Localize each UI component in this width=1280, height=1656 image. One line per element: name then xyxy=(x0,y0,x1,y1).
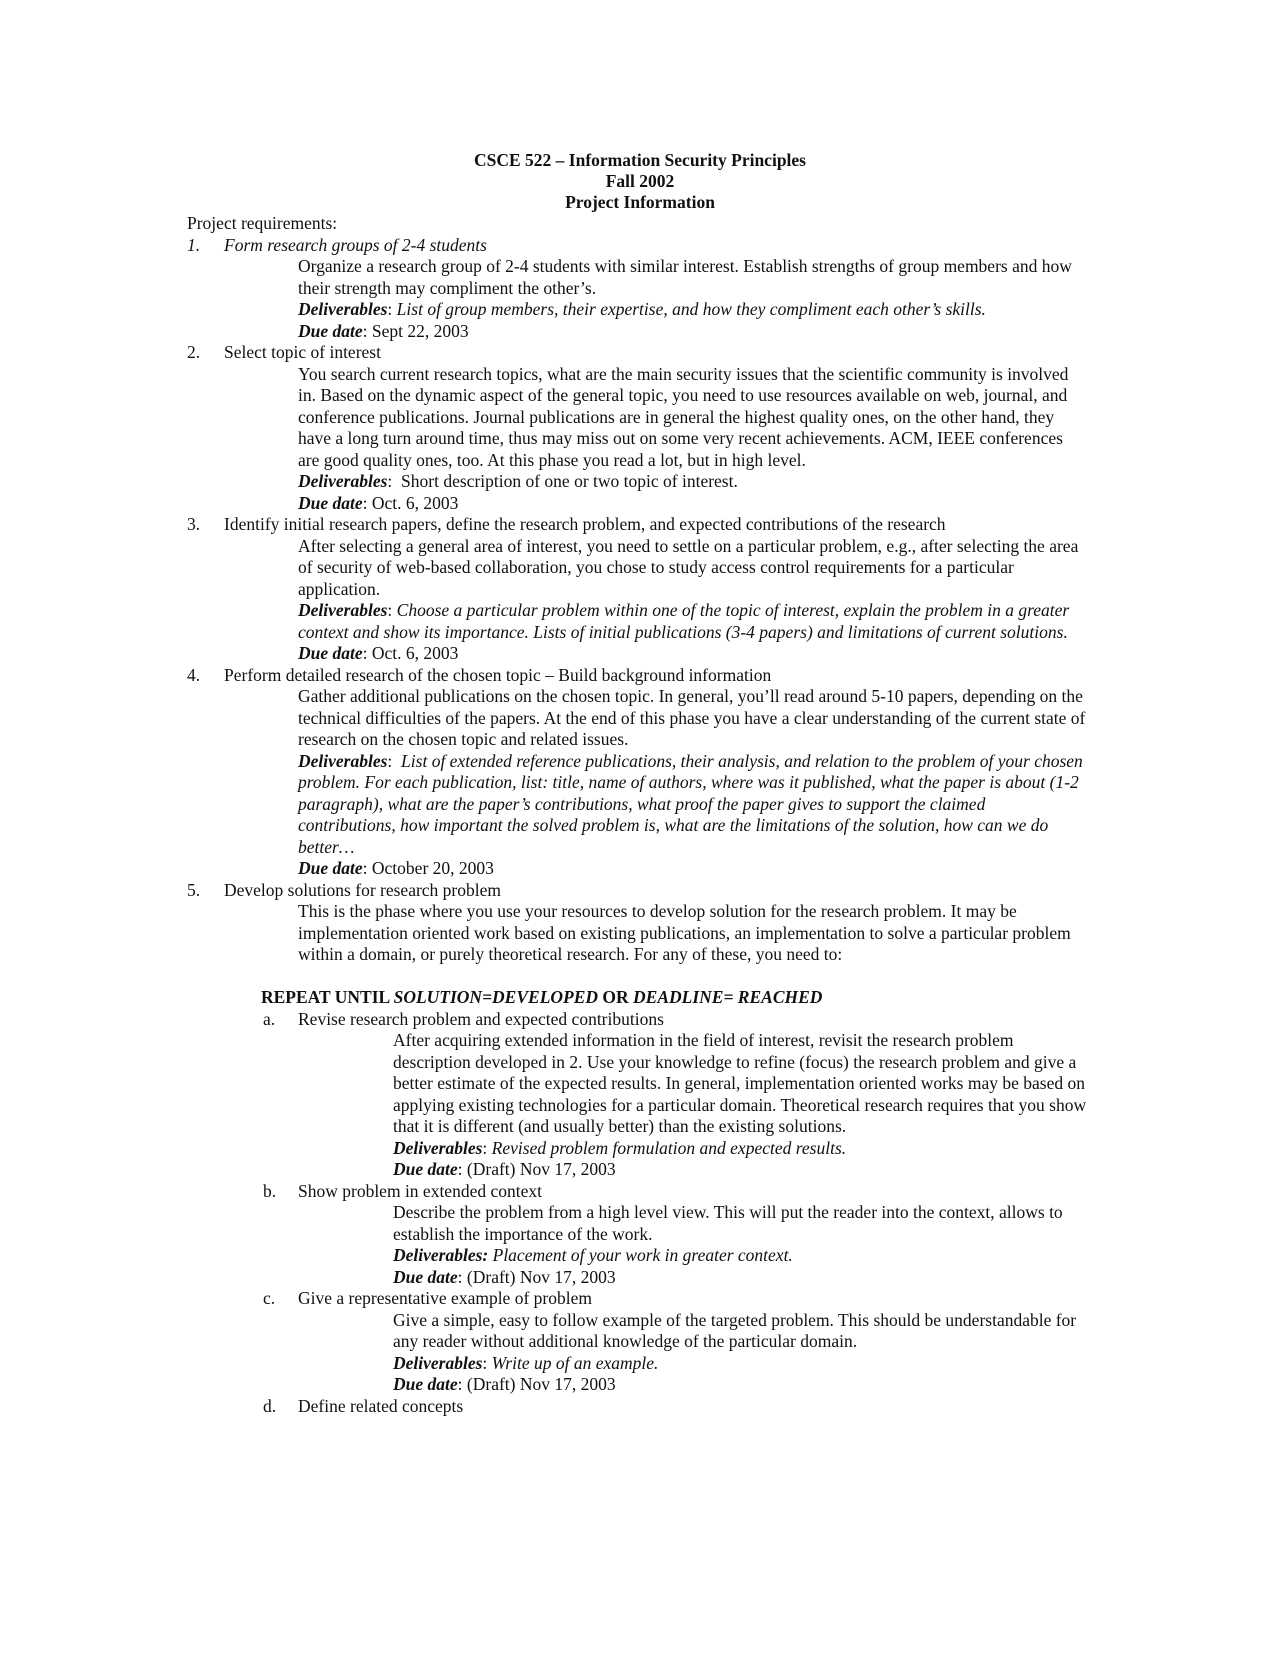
due-date-value: October 20, 2003 xyxy=(371,858,494,878)
substep-due-date: Due date: (Draft) Nov 17, 2003 xyxy=(393,1266,616,1287)
step-due-date: Due date: Oct. 6, 2003 xyxy=(298,643,459,663)
step-deliverables: Deliverables: Choose a particular problem within one of the topic of interest, explain the problem in a greater context and show its importance. Lists of initial publications (3-4 papers) and limitations of current solutions. xyxy=(298,600,1070,642)
deliverables-label: Deliverables xyxy=(298,299,388,319)
substep-deliverables xyxy=(187,1245,1087,1267)
due-date-label: Due date xyxy=(393,1266,458,1287)
substep-d xyxy=(187,1396,1087,1418)
step-1 xyxy=(187,235,1087,257)
document-title: Project Information xyxy=(565,192,715,212)
deliverables-text: List of group members, their expertise, and how they compliment each other’s skills. xyxy=(396,299,986,319)
due-date-value: (Draft) Nov 17, 2003 xyxy=(466,1159,616,1179)
deliverables-text: Revised problem formulation and expected results. xyxy=(491,1137,847,1158)
step-deliverables: Deliverables: List of group members, their expertise, and how they compliment each other’s skills. xyxy=(298,299,986,319)
step-2 xyxy=(187,342,1087,364)
repeat-condition-1: SOLUTION=DEVELOPED xyxy=(393,987,599,1007)
step-number: 2. xyxy=(187,342,201,362)
deliverables-text: Choose a particular problem within one of the topic of interest, explain the problem in a greater context and show its importance. Lists of initial publications (3-4 papers) and limitations of current solutions. xyxy=(298,600,1070,642)
step-3 xyxy=(187,514,1087,536)
substep-description: After acquiring extended information in the field of interest, revisit the research problem description developed in 2. Use your knowledge to refine (focus) the research problem and give a better estimate of the expected results. In general, implementation oriented works may be based on applying existing technologies for a particular domain. Theoretical research requires that you show that it is different (and usually better) than the existing solutions. xyxy=(393,1030,1087,1136)
step-title: Form research groups of 2-4 students xyxy=(224,234,487,255)
step-deliverables: Deliverables: List of extended reference publications, their analysis, and relation to the problem of your chosen problem. For each publication, list: title, name of authors, where was it published, what the paper is about (1-2 paragraph), what are the paper’s contributions, what proof the paper gives to support the claimed contributions, how important the solved problem is, what are the limitations of the solution, how can we do better… xyxy=(298,750,1083,857)
step-description: Organize a research group of 2-4 students with similar interest. Establish strengths of group members and how their strength may compliment the other’s. xyxy=(298,256,1072,298)
due-date-value: Sept 22, 2003 xyxy=(371,320,469,341)
deliverables-label: Deliverables: xyxy=(393,1245,489,1265)
substep-letter: d. xyxy=(263,1395,277,1416)
step-due-date: Due date: October 20, 2003 xyxy=(298,858,494,878)
substep-description: Describe the problem from a high level view. This will put the reader into the context, allows to establish the importance of the work. xyxy=(393,1202,1063,1244)
substep-due-date: Due date: (Draft) Nov 17, 2003 xyxy=(393,1374,616,1394)
step-description: After selecting a general area of interest, you need to settle on a particular problem, e.g., after selecting the area of security of web-based collaboration, you chose to study access control requirements for a particular application. xyxy=(298,535,1079,599)
repeat-or: OR xyxy=(602,987,629,1007)
repeat-until-line xyxy=(187,987,1087,1009)
due-date-label: Due date xyxy=(298,643,363,663)
blank-line xyxy=(187,966,1087,988)
repeat-keyword: REPEAT UNTIL xyxy=(261,987,390,1007)
step-5 xyxy=(187,880,1087,902)
step-4 xyxy=(187,665,1087,687)
deliverables-label: Deliverables xyxy=(298,471,388,491)
deliverables-text: Placement of your work in greater context. xyxy=(492,1245,793,1265)
deliverables-text: Short description of one or two topic of interest. xyxy=(401,471,738,491)
substep-deliverables: Deliverables: Revised problem formulation and expected results. xyxy=(393,1137,847,1158)
step-due-date: Due date: Sept 22, 2003 xyxy=(298,320,469,341)
due-date-value: (Draft) Nov 17, 2003 xyxy=(466,1266,616,1287)
due-date-value: (Draft) Nov 17, 2003 xyxy=(466,1374,616,1394)
intro-text: Project requirements: xyxy=(187,213,338,233)
substep-b xyxy=(187,1181,1087,1203)
deliverables-text: List of extended reference publications, their analysis, and relation to the problem of your chosen problem. For each publication, list: title, name of authors, where was it published, what the paper is about (1-2 paragraph), what are the paper’s contributions, what proof the paper gives to support the claimed contributions, how important the solved problem is, what are the limitations of the solution, how can we do better… xyxy=(298,750,1083,857)
course-title: CSCE 522 – Information Security Principles xyxy=(473,150,806,170)
substep-title: Revise research problem and expected contributions xyxy=(298,1008,664,1029)
step-title: Develop solutions for research problem xyxy=(224,879,502,900)
due-date-label: Due date xyxy=(298,320,363,341)
due-date-value: Oct. 6, 2003 xyxy=(371,492,459,513)
deliverables-label: Deliverables xyxy=(298,750,388,771)
substep-title: Show problem in extended context xyxy=(298,1180,542,1201)
due-date-label: Due date xyxy=(393,1159,458,1179)
substep-deliverables: Deliverables: Write up of an example. xyxy=(393,1352,659,1373)
deliverables-label: Deliverables xyxy=(298,600,388,620)
deliverables-label: Deliverables xyxy=(393,1352,483,1373)
substep-a xyxy=(187,1009,1087,1031)
substep-title: Define related concepts xyxy=(298,1395,464,1416)
step-title: Select topic of interest xyxy=(224,342,381,362)
due-date-label: Due date xyxy=(298,492,363,513)
substep-c xyxy=(187,1288,1087,1310)
substep-description: Give a simple, easy to follow example of the targeted problem. This should be understandable for any reader without additional knowledge of the particular domain. xyxy=(393,1309,1077,1351)
substep-letter: b. xyxy=(263,1180,277,1201)
step-number: 5. xyxy=(187,879,201,900)
substep-due-date: Due date: (Draft) Nov 17, 2003 xyxy=(393,1159,616,1179)
step-title: Perform detailed research of the chosen topic – Build background information xyxy=(224,664,772,685)
document-body xyxy=(187,213,1087,1417)
step-number: 4. xyxy=(187,664,201,685)
term-title: Fall 2002 xyxy=(605,171,675,191)
step-number: 1. xyxy=(187,234,201,255)
deliverables-label: Deliverables xyxy=(393,1137,483,1158)
substep-title: Give a representative example of problem xyxy=(298,1288,592,1308)
repeat-condition-2: DEADLINE= REACHED xyxy=(633,987,823,1007)
due-date-label: Due date xyxy=(298,858,363,878)
step-description: This is the phase where you use your resources to develop solution for the research problem. It may be implementation oriented work based on existing publications, an implementation to solve a particular problem within a domain, or purely theoretical research. For any of these, you need to: xyxy=(298,901,1071,964)
step-deliverables: Deliverables: Short description of one or two topic of interest. xyxy=(298,471,738,491)
step-number: 3. xyxy=(187,514,201,534)
step-title: Identify initial research papers, define the research problem, and expected contributions of the research xyxy=(224,514,946,534)
substep-letter: c. xyxy=(263,1288,276,1308)
step-description: Gather additional publications on the chosen topic. In general, you’ll read around 5-10 papers, depending on the technical difficulties of the papers. At the end of this phase you have a clear understanding of the current state of research on the chosen topic and related issues. xyxy=(298,686,1086,749)
step-description: You search current research topics, what are the main security issues that the scientific community is involved in. Based on the dynamic aspect of the general topic, you need to use resources available on web, journal, and conference publications. Journal publications are in general the highest quality ones, on the other hand, they have a long turn around time, thus may miss out on some very recent achievements. ACM, IEEE conferences are good quality ones, too. At this phase you read a lot, but in high level. xyxy=(298,363,1069,470)
due-date-label: Due date xyxy=(393,1374,458,1394)
step-due-date: Due date: Oct. 6, 2003 xyxy=(298,492,459,513)
due-date-value: Oct. 6, 2003 xyxy=(371,643,459,663)
substep-letter: a. xyxy=(263,1008,276,1029)
deliverables-text: Write up of an example. xyxy=(491,1352,659,1373)
